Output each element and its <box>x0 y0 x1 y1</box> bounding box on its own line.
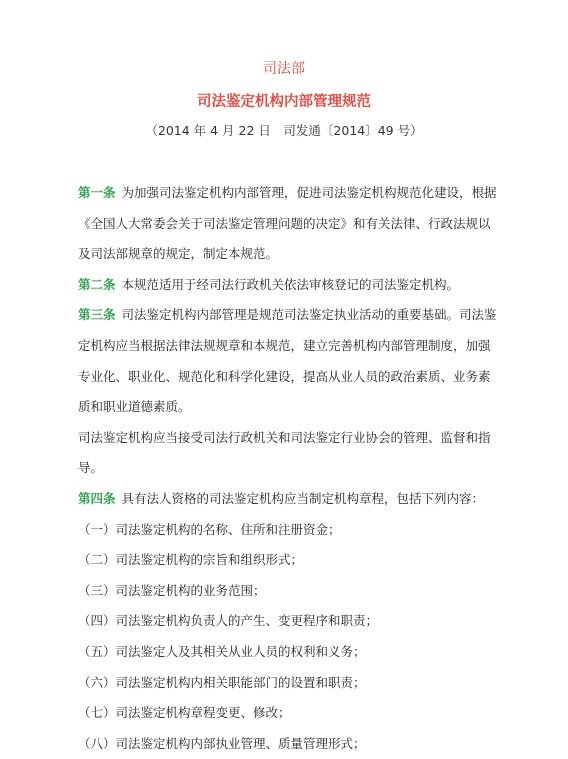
article-4-item: （六）司法鉴定机构内相关职能部门的设置和职责； <box>78 674 366 690</box>
document-body <box>78 178 498 759</box>
article-4-item: （一）司法鉴定机构的名称、住所和注册资金； <box>78 521 341 537</box>
article-4-item: （二）司法鉴定机构的宗旨和组织形式； <box>78 552 304 568</box>
article-4-text: 具有法人资格的司法鉴定机构应当制定机构章程，包括下列内容： <box>121 490 485 506</box>
article-3-label: 第三条 <box>78 307 116 323</box>
article-4-label: 第四条 <box>78 490 116 506</box>
article-3-text: 司法鉴定机构内部管理是规范司法鉴定执业活动的重要基础。司法鉴定机构应当根据法律法规规章和本规范，建立完善机构内部管理制度，加强专业化、职业化、规范化和科学化建设，提高从业人员的政治素质、业务素质和职业道德素质。 <box>78 307 497 415</box>
article-2 <box>78 270 498 301</box>
article-1 <box>78 178 498 270</box>
article-4-item: （七）司法鉴定机构章程变更、修改； <box>78 705 291 721</box>
article-1-text: 为加强司法鉴定机构内部管理，促进司法鉴定机构规范化建设，根据《全国人大常委会关于司法鉴定管理问题的决定》和有关法律、行政法规以及司法部规章的规定，制定本规范。 <box>78 185 497 262</box>
article-4-item: （八）司法鉴定机构内部执业管理、质量管理形式； <box>78 735 366 751</box>
issuer-heading: 司法部 <box>263 61 305 77</box>
article-4 <box>78 484 498 515</box>
article-1-label: 第一条 <box>78 185 116 200</box>
document-info: （2014 年 4 月 22 日 司发通〔2014〕49 号） <box>145 123 423 138</box>
article-3 <box>78 300 498 422</box>
article-4-item: （五）司法鉴定人及其相关从业人员的权利和义务； <box>78 643 366 659</box>
standalone-paragraph: 司法鉴定机构应当接受司法行政机关和司法鉴定行业协会的管理、监督和指导。 <box>78 429 491 476</box>
article-2-label: 第二条 <box>78 276 116 292</box>
article-4-item: （三）司法鉴定机构的业务范围； <box>78 582 266 598</box>
document-title: 司法鉴定机构内部管理规范 <box>197 94 371 110</box>
article-4-item: （四）司法鉴定机构负责人的产生、变更程序和职责； <box>78 613 379 629</box>
article-2-text: 本规范适用于经司法行政机关依法审核登记的司法鉴定机构。 <box>121 276 460 292</box>
